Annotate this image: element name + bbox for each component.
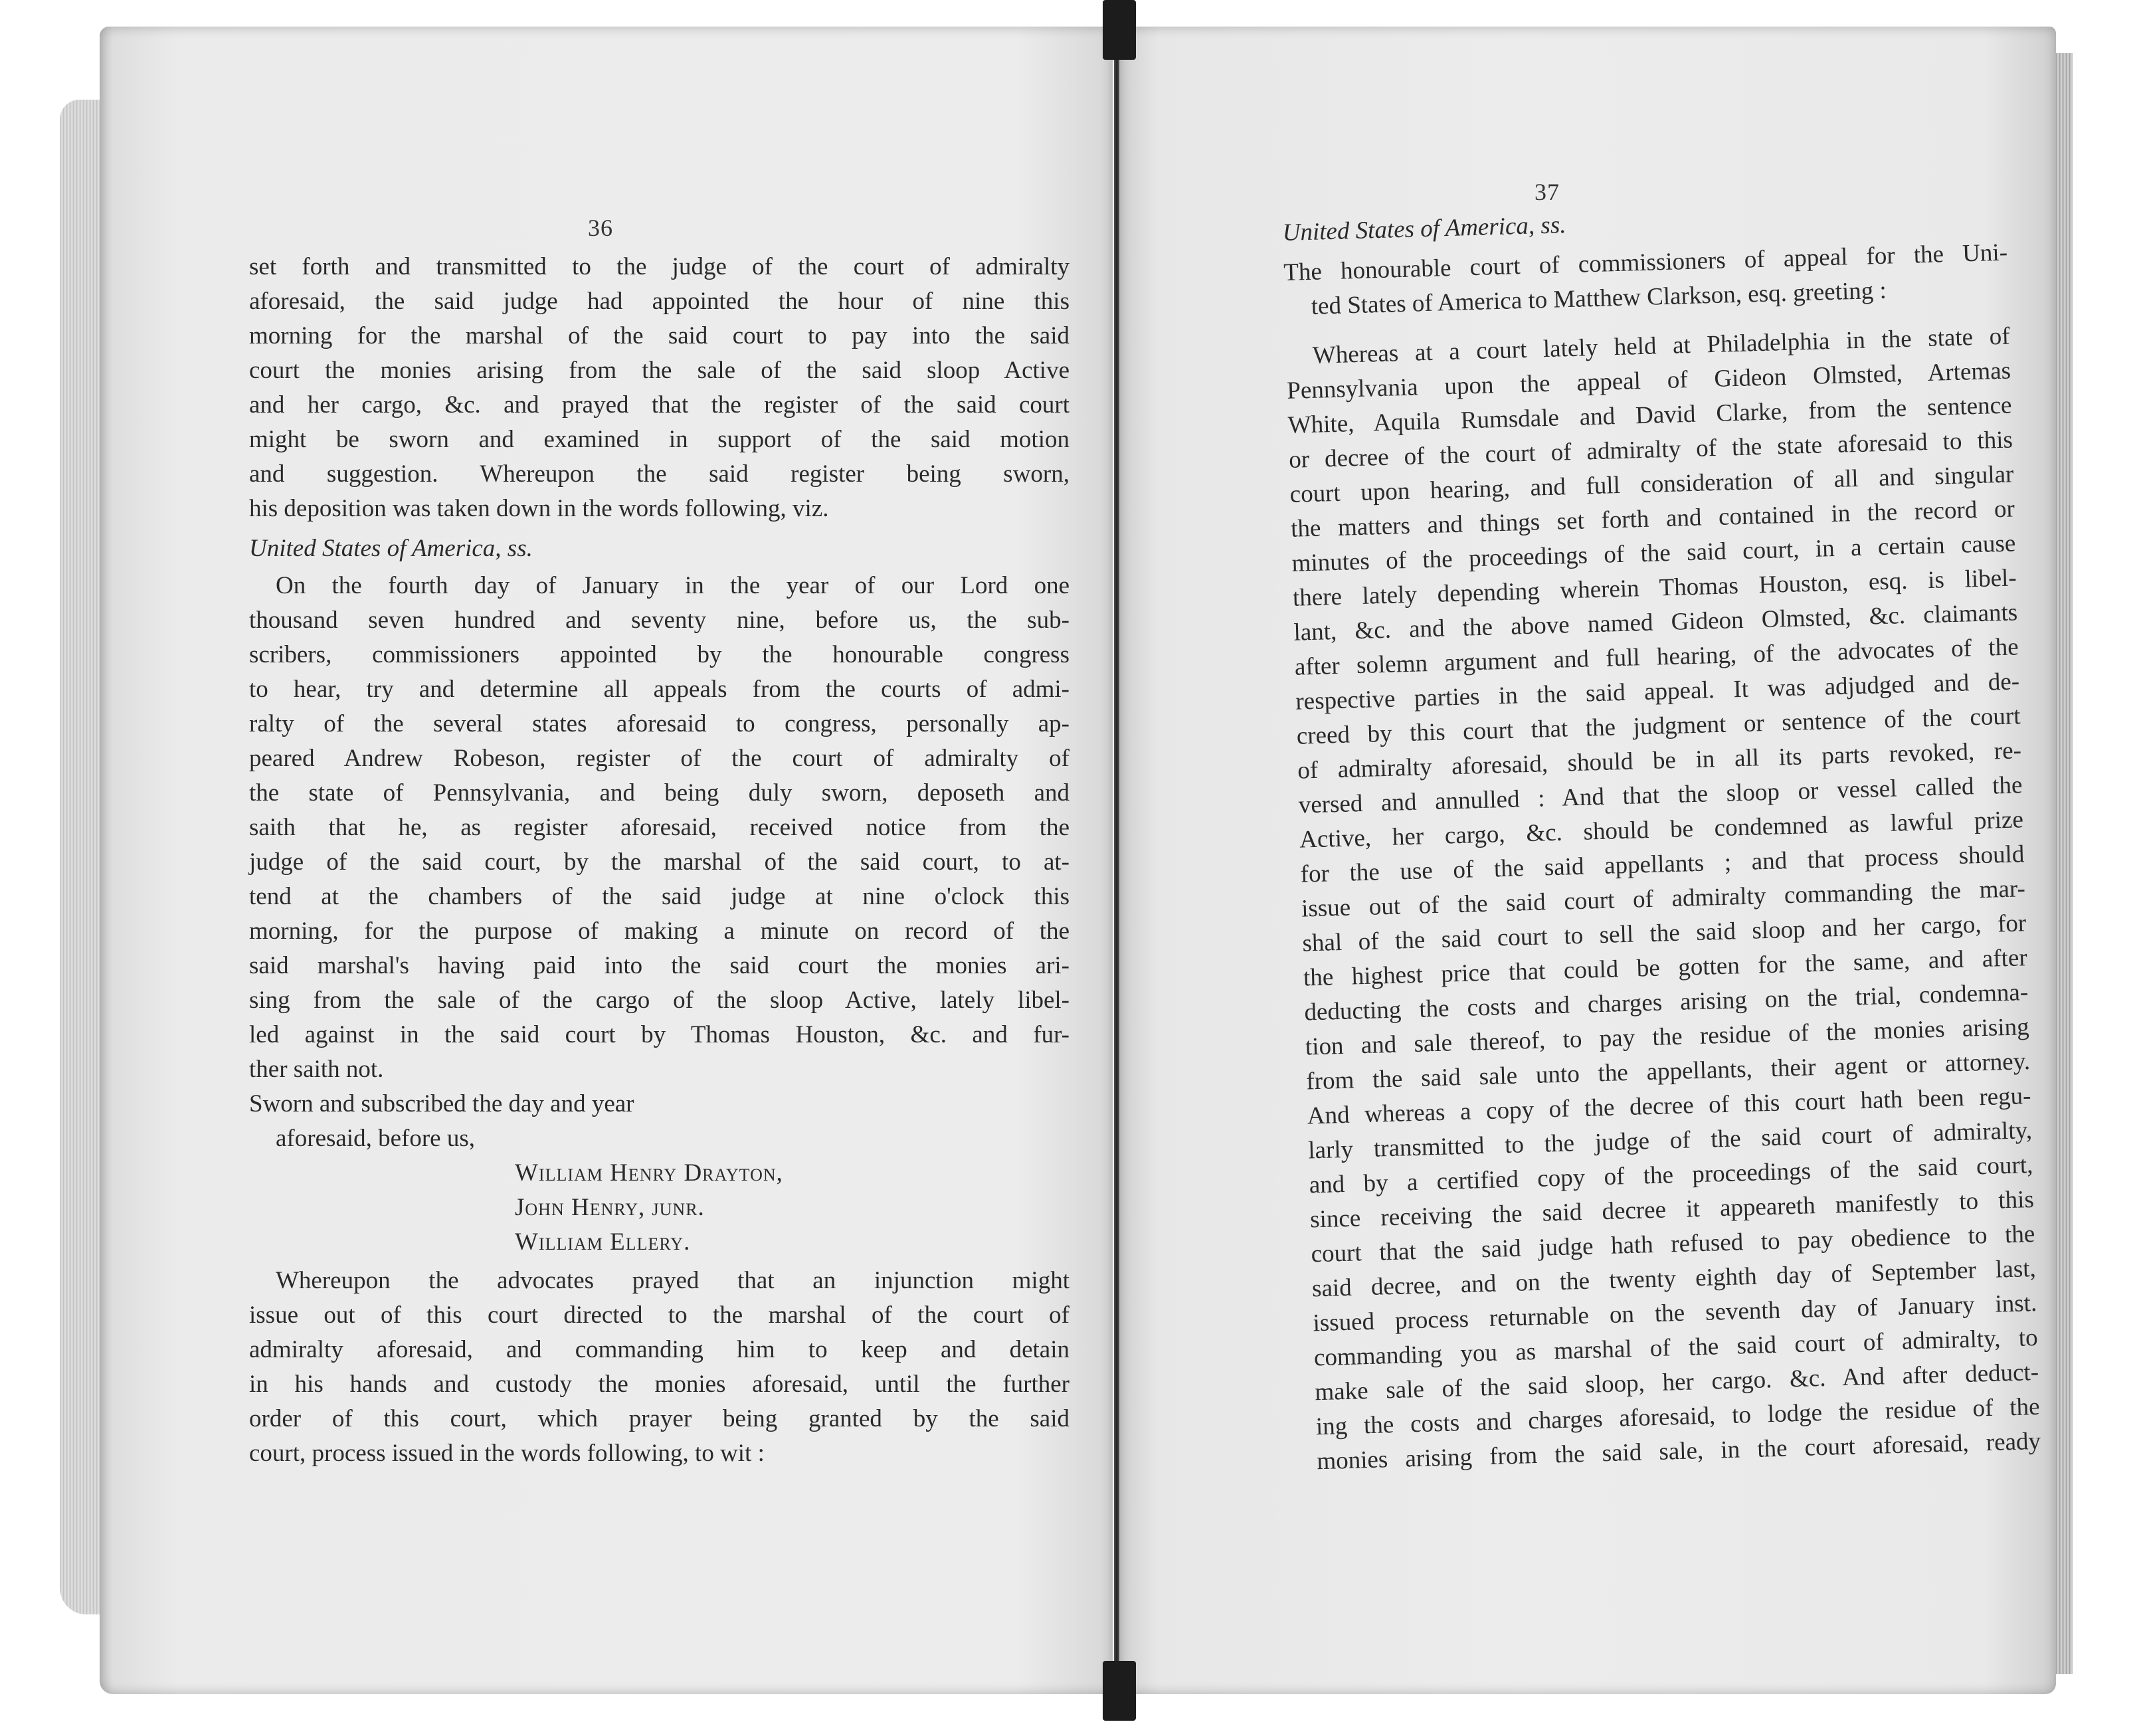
text-line: monies arising from the said sale, in the court aforesaid, ready <box>1316 1427 2041 1476</box>
text-line: And whereas a copy of the decree of this court hath been regu- <box>1307 1082 2031 1130</box>
text-line: aforesaid, before us, <box>276 1125 475 1152</box>
text-line: judge of the said court, by the marshal of the said court, to at- <box>249 848 1070 876</box>
text-line: minutes of the proceedings of the said court, in a certain cause <box>1291 530 2016 577</box>
text-line: led against in the said court by Thomas Houston, &c. and fur- <box>249 1021 1070 1048</box>
text-line: Whereas at a court lately held at Philadelphia in the state of <box>1312 322 2011 369</box>
text-line: tion and sale thereof, to pay the residue of the monies arising <box>1305 1013 2030 1061</box>
text-line: of admiralty aforesaid, should be in all its parts revoked, re- <box>1297 737 2022 785</box>
right-paragraph-2 <box>1285 319 2041 1479</box>
text-line: set forth and transmitted to the judge of the court of admiralty <box>249 253 1070 280</box>
text-line: creed by this court that the judgment or sentence of the court <box>1296 702 2021 750</box>
text-line: thousand seven hundred and seventy nine, before us, the sub- <box>249 607 1070 634</box>
left-page <box>100 27 1113 1694</box>
text-line: to hear, try and determine all appeals from the courts of admi- <box>249 676 1070 703</box>
text-line: since receiving the said decree it appeareth manifestly to this <box>1309 1185 2035 1234</box>
text-line: court, process issued in the words following, to wit : <box>249 1440 765 1467</box>
text-line: Sworn and subscribed the day and year <box>249 1090 634 1117</box>
right-page-text <box>1282 196 2041 1480</box>
left-paragraph-1 <box>249 250 1070 526</box>
text-line: versed and annulled : And that the sloop or vessel called the <box>1298 771 2023 819</box>
text-line: there lately depending wherein Thomas Houston, esq. is libel- <box>1292 564 2017 612</box>
text-line: the state of Pennsylvania, and being duly sworn, deposeth and <box>249 779 1070 807</box>
text-line: make sale of the said sloop, her cargo. &c. And after deduct- <box>1314 1358 2039 1406</box>
text-line: issued process returnable on the seventh day of January inst. <box>1312 1289 2037 1337</box>
left-page-text <box>249 250 1070 1471</box>
section-heading-right: United States of America, ss. <box>1282 211 1566 246</box>
text-line: aforesaid, the said judge had appointed the hour of nine this <box>249 288 1070 315</box>
text-line: ther saith not. <box>249 1056 384 1083</box>
text-line: for the use of the said appellants ; and that process should <box>1300 840 2025 888</box>
text-line: the matters and things set forth and contained in the record or <box>1290 495 2015 543</box>
text-line: court upon hearing, and full consideration of all and singular <box>1289 460 2014 508</box>
open-book <box>100 27 2056 1694</box>
text-line: issue out of the said court of admiralty commanding the mar- <box>1301 875 2026 923</box>
text-line: after solemn argument and full hearing, of the advocates of the <box>1294 633 2019 681</box>
text-line: sing from the sale of the cargo of the sloop Active, lately libel- <box>249 987 1070 1014</box>
text-line: in his hands and custody the monies aforesaid, until the further <box>249 1371 1070 1398</box>
binding-clip-bottom <box>1103 1661 1136 1721</box>
text-line: and by a certified copy of the proceedings of the said court, <box>1309 1151 2033 1199</box>
text-line: said decree, and on the twenty eighth day of September last, <box>1311 1254 2037 1303</box>
text-line: respective parties in the said appeal. It was adjudged and de- <box>1295 668 2020 716</box>
signatures <box>249 1156 1070 1260</box>
text-line: said marshal's having paid into the said court the monies ari- <box>249 952 1070 979</box>
text-line: commanding you as marshal of the said court of admiralty, to <box>1313 1323 2039 1372</box>
text-line: and her cargo, &c. and prayed that the register of the said court <box>249 391 1070 419</box>
text-line: lant, &c. and the above named Gideon Olmsted, &c. claimants <box>1293 599 2018 646</box>
signature-drayton: William Henry Drayton, <box>515 1159 783 1187</box>
text-line: The honourable court of commissioners of appeal for the Uni- <box>1283 239 2008 286</box>
text-line: from the said sale unto the appellants, their agent or attorney. <box>1305 1048 2031 1096</box>
text-line: ted States of America to Matthew Clarkson, esq. greeting : <box>1311 276 1887 320</box>
text-line: court that the said judge hath refused to pay obedience to the <box>1311 1220 2035 1268</box>
sworn-statement <box>249 1087 1070 1156</box>
signature-ellery: William Ellery. <box>515 1228 691 1256</box>
text-line: and suggestion. Whereupon the said register being sworn, <box>249 460 1070 488</box>
text-line: White, Aquila Rumsdale and David Clarke, from the sentence <box>1287 391 2012 439</box>
binding-clip-top <box>1103 0 1136 60</box>
text-line: deducting the costs and charges arising on the trial, condemna- <box>1303 979 2029 1026</box>
text-line: morning for the marshal of the said court to pay into the said <box>249 322 1070 349</box>
left-paragraph-3 <box>249 1264 1070 1471</box>
page-number-right: 37 <box>1535 179 1560 205</box>
text-line: order of this court, which prayer being granted by the said <box>249 1405 1070 1432</box>
right-paragraph-1 <box>1283 236 2009 325</box>
text-line: peared Andrew Robeson, register of the court of admiralty of <box>249 745 1070 772</box>
right-page <box>1119 27 2056 1694</box>
book-gutter <box>1114 27 1119 1694</box>
text-line: issue out of this court directed to the marshal of the court of <box>249 1302 1070 1329</box>
text-line: his deposition was taken down in the words following, viz. <box>249 495 829 522</box>
text-line: shal of the said court to sell the said sloop and her cargo, for <box>1302 910 2027 957</box>
text-line: court the monies arising from the sale of the said sloop Active <box>249 357 1070 384</box>
text-line: tend at the chambers of the said judge at nine o'clock this <box>249 883 1070 910</box>
left-paragraph-2 <box>249 569 1070 1087</box>
text-line: Active, her cargo, &c. should be condemned as lawful prize <box>1299 806 2024 854</box>
text-line: saith that he, as register aforesaid, received notice from the <box>249 814 1070 841</box>
text-line: ralty of the several states aforesaid to congress, personally ap- <box>249 710 1070 737</box>
text-line: admiralty aforesaid, and commanding him to keep and detain <box>249 1336 1070 1363</box>
text-line: On the fourth day of January in the year of our Lord one <box>276 572 1070 599</box>
section-heading-left: United States of America, ss. <box>249 535 533 562</box>
text-line: morning, for the purpose of making a minute on record of the <box>249 917 1070 945</box>
text-line: the highest price that could be gotten for the same, and after <box>1303 944 2028 992</box>
page-number-left: 36 <box>588 215 613 241</box>
text-line: or decree of the court of admiralty of the state aforesaid to this <box>1288 426 2013 474</box>
text-line: scribers, commissioners appointed by the honourable congress <box>249 641 1070 668</box>
text-line: Whereupon the advocates prayed that an injunction might <box>276 1267 1070 1294</box>
signature-henry: John Henry, junr. <box>515 1194 705 1221</box>
text-line: might be sworn and examined in support of the said motion <box>249 426 1070 453</box>
text-line: Pennsylvania upon the appeal of Gideon Olmsted, Artemas <box>1286 357 2011 405</box>
text-line: larly transmitted to the judge of the said court of admiralty, <box>1307 1117 2033 1165</box>
text-line: ing the costs and charges aforesaid, to lodge the residue of the <box>1315 1393 2041 1441</box>
